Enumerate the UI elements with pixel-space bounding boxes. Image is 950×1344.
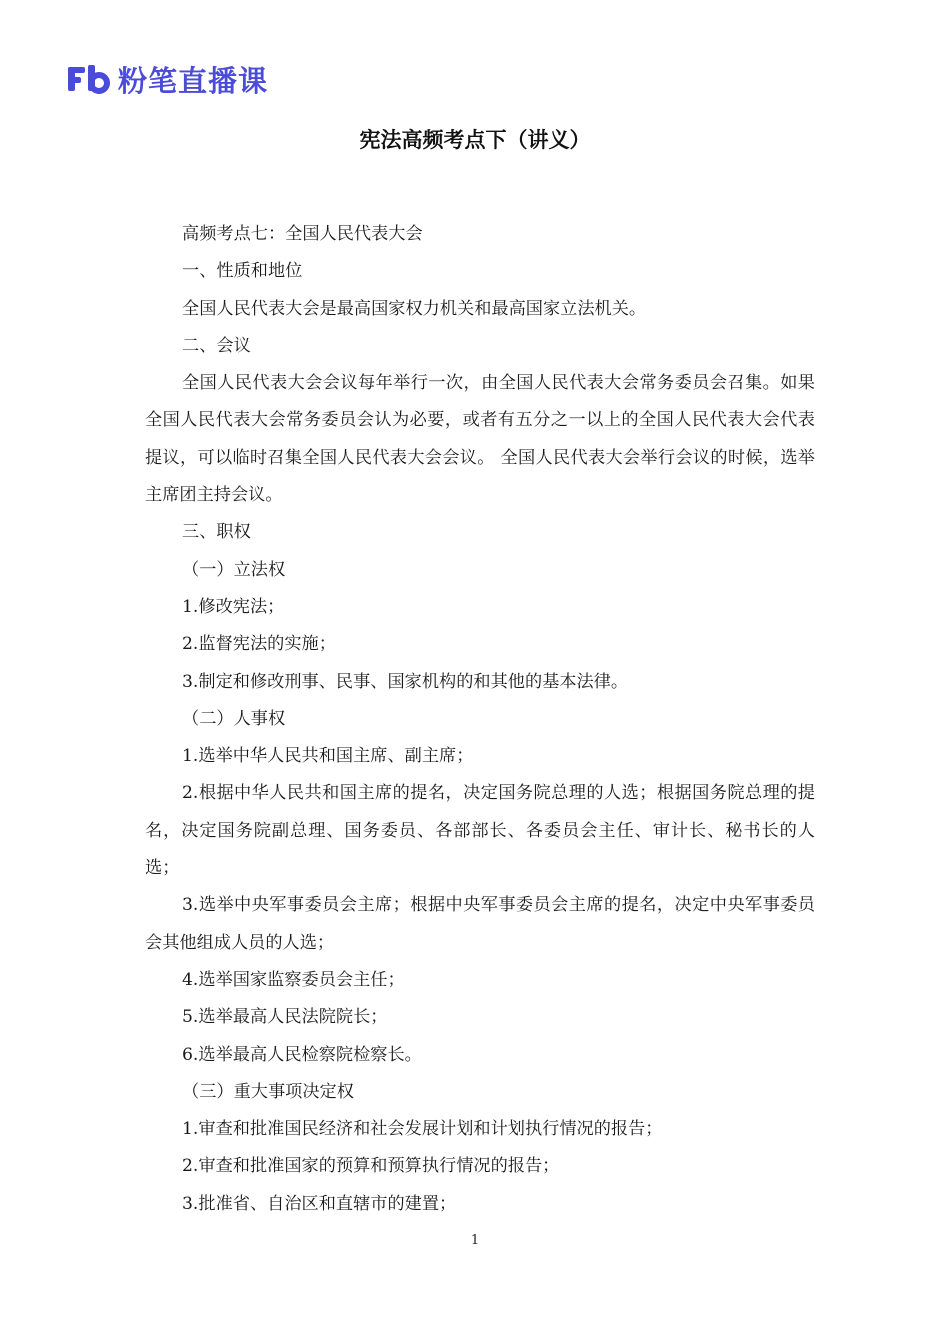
list-item: 5.选举最高人民法院院长； [182,1007,388,1028]
item-heading: （二）人事权 [182,708,286,729]
list-item: 3.批准省、自治区和直辖市的建置； [182,1193,457,1214]
list-item: 2.审查和批准国家的预算和预算执行情况的报告； [182,1156,560,1177]
item-heading: （三）重大事项决定权 [182,1081,354,1102]
paragraph: 全国人民代表大会是最高国家权力机关和最高国家立法机关。 [182,298,647,319]
brand-logo [66,60,268,98]
list-item: 3.选举中央军事委员会主席；根据中央军事委员会主席的提名，决定中央军事委员会其他组成人员的人选； [145,895,815,953]
list-item: 2.根据中华人民共和国主席的提名，决定国务院总理的人选；根据国务院总理的提名，决定国务院副总理、国务委员、各部部长、各委员会主任、审计长、秘书长的人选； [145,783,815,879]
section-heading: 高频考点七：全国人民代表大会 [182,224,423,244]
list-item: 3.制定和修改刑事、民事、国家机构的和其他的基本法律。 [182,671,629,692]
list-item: 1.修改宪法； [182,596,285,617]
subsection-heading: 三、职权 [182,522,251,543]
fb-logo-icon [66,62,110,96]
list-item: 6.选举最高人民检察院检察长。 [182,1044,422,1065]
list-item: 1.审查和批准国民经济和社会发展计划和计划执行情况的报告； [182,1119,663,1140]
document-body [145,216,815,1223]
document-title: 宪法高频考点下（讲义） [359,128,591,152]
list-item: 2.监督宪法的实施； [182,634,336,655]
brand-text: 粉笔直播课 [118,63,269,98]
subsection-heading: 一、性质和地位 [182,261,303,282]
item-heading: （一）立法权 [182,559,286,580]
paragraph: 全国人民代表大会会议每年举行一次，由全国人民代表大会常务委员会召集。如果全国人民代表大会常务委员会认为必要，或者有五分之一以上的全国人民代表大会代表提议，可以临时召集全国人民代表大会会议。 全国人民代表大会举行会议的时候，选举主席团主持会议。 [145,373,815,506]
list-item: 4.选举国家监察委员会主任； [182,969,405,990]
list-item: 1.选举中华人民共和国主席、副主席； [182,746,474,767]
page-number: 1 [470,1233,480,1248]
subsection-heading: 二、会议 [182,335,251,356]
